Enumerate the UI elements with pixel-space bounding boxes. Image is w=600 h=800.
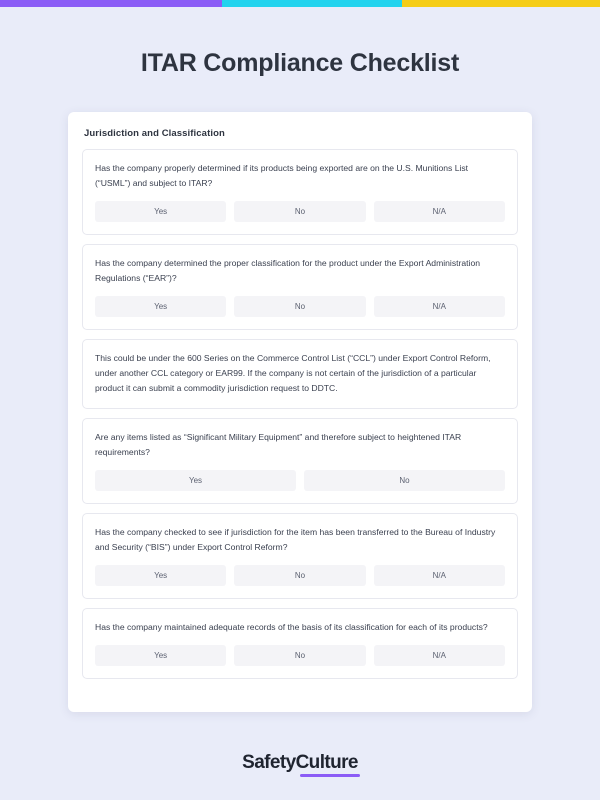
page-title: ITAR Compliance Checklist [140,49,460,77]
question-list [68,139,532,679]
question-text: Has the company maintained adequate records of the basis of its classification for each of its products? [95,622,488,633]
brand-second-word-wrap [296,752,358,773]
top-bar-segment-purple [0,0,222,7]
question-text: Has the company determined the proper classification for the product under the Export Administration Regulations (“EAR”)? [95,258,481,284]
question-text: Has the company checked to see if jurisdiction for the item has been transferred to the Bureau of Industry and Security (“BIS”) under Export Control Reform? [95,527,496,553]
answer-option-yes[interactable]: Yes [95,565,226,586]
question-item [82,608,518,679]
answer-option-yes[interactable]: Yes [95,201,226,222]
brand-first-word: Safety [242,752,296,773]
top-color-bar [0,0,600,7]
top-bar-segment-cyan [222,0,402,7]
checklist-card [68,112,532,712]
answer-option-na[interactable]: N/A [374,565,505,586]
answer-options [95,470,505,491]
note-item [82,339,518,409]
answer-option-yes[interactable]: Yes [95,470,296,491]
note-text: This could be under the 600 Series on the Commerce Control List (“CCL”) under Export Control Reform, under another CCL category or EAR99. If the company is not certain of the jurisdiction of a particular product it can submit a commodity jurisdiction request to DDTC. [95,353,491,394]
answer-option-na[interactable]: N/A [374,296,505,317]
answer-options [95,645,505,666]
question-item [82,513,518,599]
top-bar-segment-yellow [402,0,600,7]
question-item [82,418,518,504]
answer-option-na[interactable]: N/A [374,201,505,222]
question-item [82,244,518,330]
answer-option-no[interactable]: No [234,296,365,317]
question-text: Are any items listed as “Significant Military Equipment” and therefore subject to heightened ITAR requirements? [95,432,462,458]
answer-options [95,201,505,222]
question-item [82,149,518,235]
answer-option-no[interactable]: No [234,201,365,222]
brand-logo [242,752,358,774]
brand-underline [300,774,360,777]
answer-option-no[interactable]: No [304,470,505,491]
section-title: Jurisdiction and Classification [84,128,225,139]
answer-option-no[interactable]: No [234,565,365,586]
question-text: Has the company properly determined if its products being exported are on the U.S. Munitions List (“USML”) and subject to ITAR? [95,163,469,189]
footer [0,752,600,774]
answer-option-no[interactable]: No [234,645,365,666]
answer-option-na[interactable]: N/A [374,645,505,666]
brand-second-word: Culture [295,752,358,773]
answer-option-yes[interactable]: Yes [95,645,226,666]
answer-options [95,296,505,317]
answer-option-yes[interactable]: Yes [95,296,226,317]
answer-options [95,565,505,586]
